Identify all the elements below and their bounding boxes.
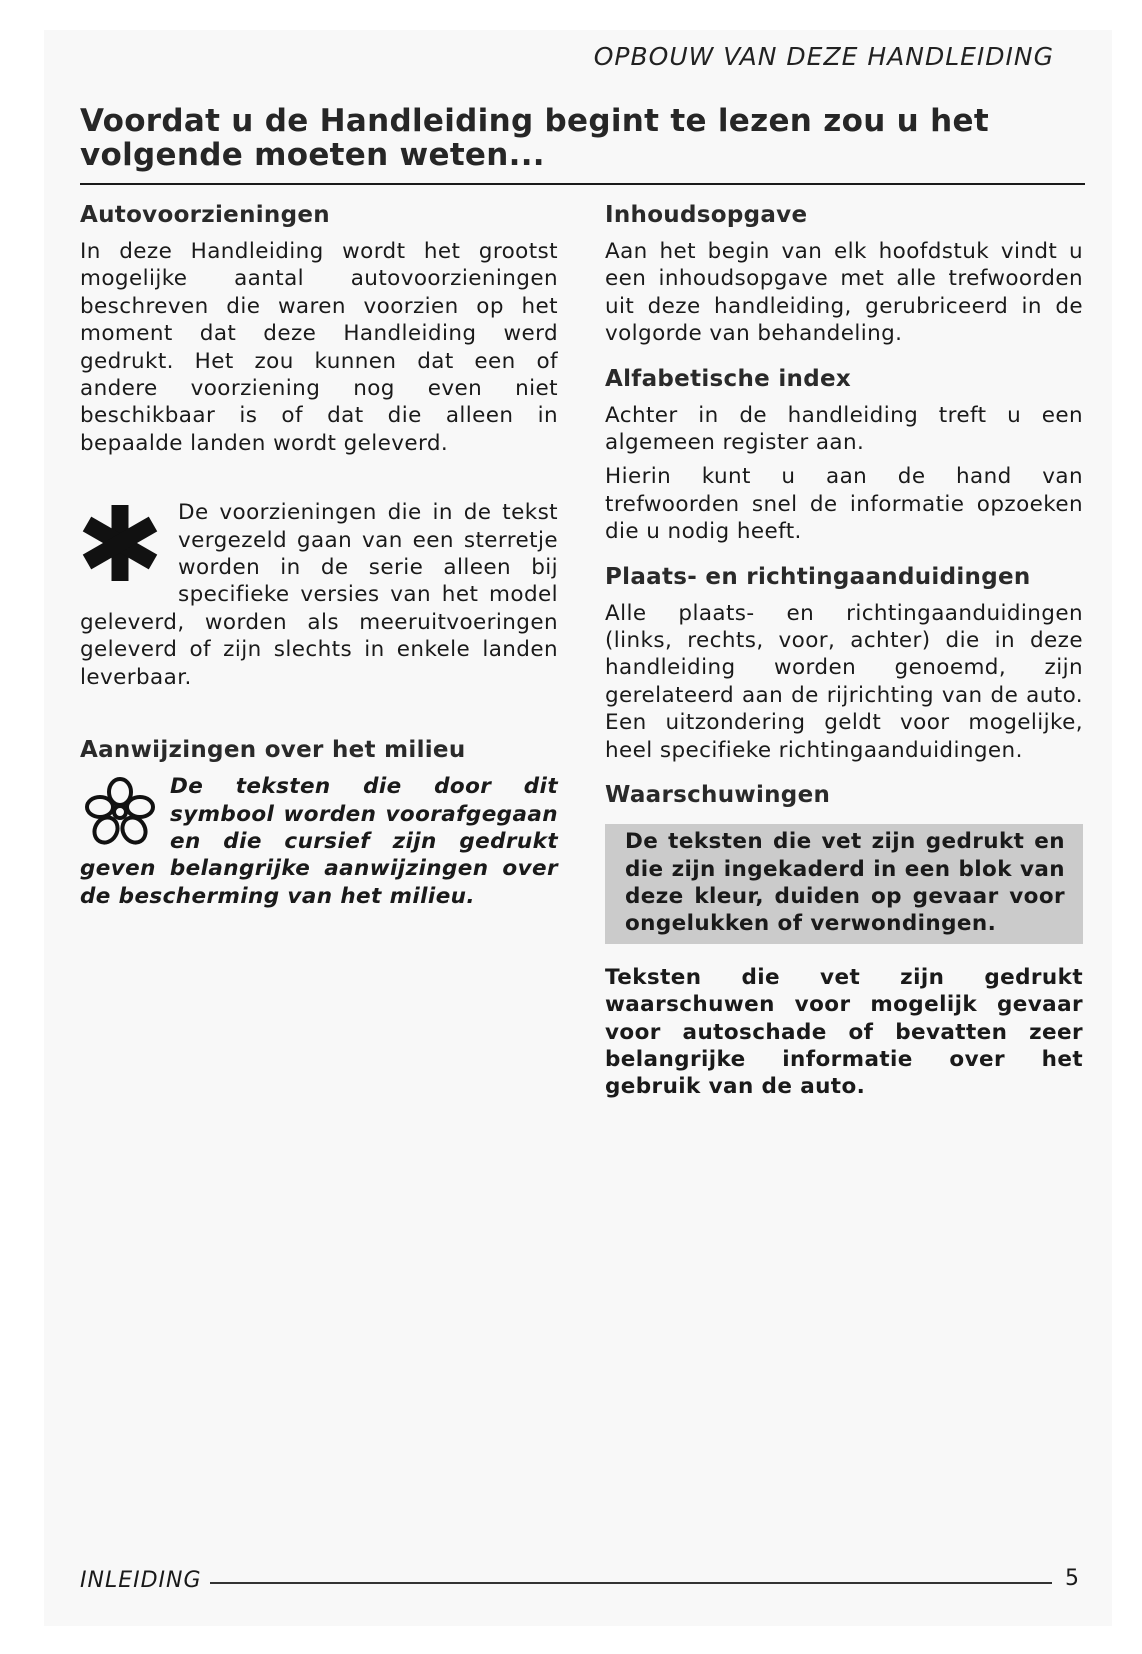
text-index-1: Achter in de handleiding treft u een algemeen register aan. bbox=[605, 402, 1083, 456]
heading-autovoorzieningen: Autovoorzieningen bbox=[80, 202, 330, 228]
heading-index: Alfabetische index bbox=[605, 365, 852, 392]
text-index-2: Hierin kunt u aan de hand van trefwoorden snel de informatie opzoeken die u nodig heeft. bbox=[605, 464, 1083, 545]
section-waarschuwingen bbox=[605, 780, 1083, 1101]
text-star-note: De voorzieningen die in de tekst vergezeld gaan van een sterretje worden in de serie alleen bij specifieke versies van het model geleverd, worden als meeruitvoeringen geleverd of zijn slechts in enkele landen leverbaar. bbox=[80, 500, 558, 690]
text-inhoudsopgave: Aan het begin van elk hoofdstuk vindt u een inhoudsopgave met alle trefwoorden uit deze handleiding, gerubriceerd in de volgorde van behandeling. bbox=[605, 239, 1083, 347]
warning-box bbox=[605, 824, 1083, 944]
section-plaats bbox=[605, 562, 1083, 764]
text-plaats: Alle plaats- en richtingaanduidingen (links, rechts, voor, achter) die in deze handleiding worden genoemd, zijn gerelateerd aan de rijrichting van de auto. Een uitzondering geldt voor mogelijke, heel specifieke richtingaanduidingen. bbox=[605, 600, 1083, 763]
title-divider bbox=[80, 183, 1085, 185]
text-milieu: De teksten die door dit symbool worden voorafgegaan en die cursief zijn gedrukt geven belangrijke aanwijzingen over de bescherming van het milieu. bbox=[80, 774, 558, 909]
footer-rule bbox=[210, 1582, 1052, 1584]
heading-milieu: Aanwijzingen over het milieu bbox=[80, 737, 466, 764]
section-star-note bbox=[80, 499, 558, 691]
footer-label: INLEIDING bbox=[80, 1568, 202, 1593]
section-milieu bbox=[80, 735, 558, 910]
text-autovoorzieningen: In deze Handleiding wordt het grootst mogelijke aantal autovoorzieningen beschreven die waren voorzien op het moment dat deze Handleiding werd gedrukt. Het zou kunnen dat een of andere voorziening nog even niet beschikbaar is of dat die alleen in bepaalde landen wordt geleverd. bbox=[80, 239, 558, 456]
text-warning-box: De teksten die vet zijn gedrukt en die zijn ingekaderd in een blok van deze kleur, duiden op gevaar voor ongelukken of verwondingen. bbox=[625, 829, 1065, 937]
flower-icon bbox=[80, 775, 160, 849]
heading-inhoudsopgave: Inhoudsopgave bbox=[605, 202, 808, 228]
asterisk-icon bbox=[80, 501, 160, 585]
right-column bbox=[605, 200, 1083, 1101]
section-autovoorzieningen bbox=[80, 200, 558, 457]
text-warning-bold: Teksten die vet zijn gedrukt waarschuwen voor mogelijk gevaar voor autoschade of bevatten zeer belangrijke informatie over het gebruik van de auto. bbox=[605, 964, 1083, 1100]
section-inhoudsopgave bbox=[605, 200, 1083, 348]
section-index bbox=[605, 364, 1083, 546]
page-number: 5 bbox=[1065, 1566, 1079, 1591]
left-column bbox=[80, 200, 558, 910]
heading-waarschuwingen: Waarschuwingen bbox=[605, 782, 831, 809]
heading-plaats: Plaats- en richtingaanduidingen bbox=[605, 563, 1031, 590]
page-title: Voordat u de Handleiding begint te lezen zou u het volgende moeten weten... bbox=[80, 103, 989, 173]
running-head: OPBOUW VAN DEZE HANDLEIDING bbox=[593, 42, 1054, 71]
